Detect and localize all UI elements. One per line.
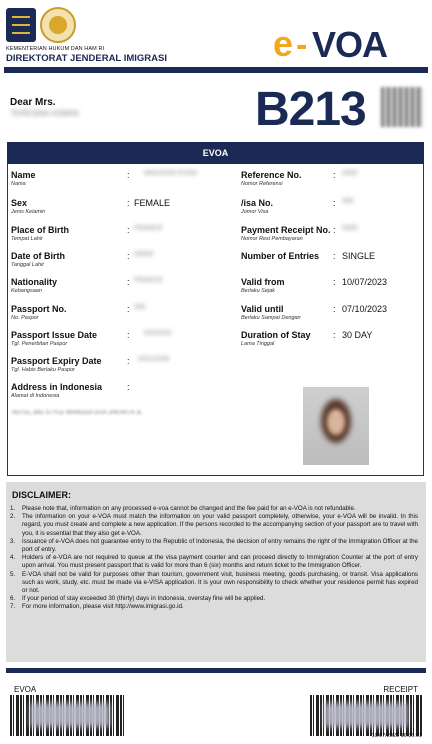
ministry-name: KEMENTERIAN HUKUM DAN HAM RI (6, 46, 105, 52)
field-passport-expiry-date-value: 0/01/2028 (138, 356, 170, 363)
field-passport-issue-date: Passport Issue Date Tgl. Penerbitan Paspor (11, 330, 98, 347)
field-sex-value: FEMALE (134, 198, 171, 208)
list-item: 6. If your period of stay exceeded 30 (thirty) days in Indonesia, overstay fine will be applied. (10, 595, 266, 603)
field-passport-issue-date-value: 0/0/2020 (144, 330, 172, 337)
disclaimer-list (10, 505, 418, 612)
svg-text:-: - (296, 26, 308, 64)
field-name-value: MADISON EVAN (144, 170, 198, 177)
field-address-value: HOTEL BIG STYLE MANGGA DUA JAKARTA JL (12, 410, 143, 416)
list-item: 5. E-VOA shall not be valid for purposes other than tourism, government visit, business meeting, goods purchasing, or transit. Visa applications such as work, study, etc. must be made via e-VISA application. It is your own responsibility to check whether your residence permit has expired or not. (10, 570, 418, 595)
recipient-name: TERESINA ASMINI (10, 109, 79, 118)
footer-receipt-label: RECEIPT (383, 685, 418, 694)
field-passport-no-value: 000 (134, 304, 146, 311)
list-item: 4. Holders of e-VOA are not required to queue at the visa payment counter and can proceed directly to Immigration Counter at the port of entry upon arrival. You must present passport that is valid for more than 6 (six) months and return ticket to the Immigration Officer. (10, 554, 418, 570)
list-item: 3. Issuance of e-VOA does not guarantee entry to the Republic of Indonesia, the decision of entry remains the right of the Immigration Officer at the port of entry. (10, 537, 418, 554)
evoa-logo-text: e (273, 23, 294, 64)
field-valid-from: Valid from Berlaku Sejak (241, 277, 285, 294)
svg-text:VOA: VOA (312, 24, 388, 64)
ministry-emblem-logo (6, 8, 36, 42)
field-visa-no: /isa No. Jomor Visa (241, 198, 274, 215)
field-payment-receipt-no: Payment Receipt No. Nomor Resi Pembayaran (241, 225, 331, 242)
directorate-name: DIREKTORAT JENDERAL IMIGRASI (6, 53, 167, 64)
qr-code (381, 87, 423, 127)
receipt-barcode (310, 695, 422, 736)
evoa-barcode (10, 695, 126, 736)
field-sex: Sex Jenis Kelamin (11, 198, 46, 215)
immigration-seal-logo (40, 7, 76, 43)
list-item: 1. Please note that, information on any processed e-voa cannot be changed and the fee paid for an e-VOA is not refundable. (10, 505, 356, 512)
field-nationality: Nationality Kebangsaan (11, 277, 58, 294)
field-valid-until-value: 07/10/2023 (342, 304, 388, 314)
field-date-of-birth: Date of Birth Tanggal Lahir (11, 251, 65, 268)
list-item: 2. The information on your e-VOA must match the information on your valid passport completely, otherwise, your e-VOA will be invalid. In this regard, you must create and complete a new application. If the persons recorded to the accompanying section of your passport are to travel with you, it is essential that they also get e-VOA. (10, 513, 418, 537)
field-valid-from-value: 10/07/2023 (342, 277, 388, 287)
field-duration-of-stay-value: 30 DAY (342, 330, 373, 340)
field-reference-no: Reference No. Nomor Referensi (241, 170, 302, 187)
header-divider (4, 67, 428, 73)
list-item: 7. For more information, please visit http://www.imigrasi.go.id. (10, 603, 184, 611)
disclaimer-title: DISCLAIMER: (12, 490, 71, 500)
field-nationality-value: FRANCE (134, 277, 163, 284)
footer-divider (6, 668, 426, 673)
field-date-of-birth-value: 00000 (134, 251, 154, 258)
field-name: Name Nama (11, 170, 36, 187)
field-number-of-entries: Number of Entries (241, 251, 320, 261)
field-passport-no: Passport No. No. Paspor (11, 304, 67, 321)
field-visa-no-value: 000 (342, 198, 354, 205)
timestamp: 10/07/2023 16:36:01 (371, 733, 422, 739)
card-title: EVOA (7, 142, 424, 164)
field-payment-receipt-no-value: 0000 (342, 225, 358, 232)
field-place-of-birth: Place of Birth Tempat Lahir (11, 225, 70, 242)
field-address-in-indonesia: Address in Indonesia Alamat di Indonesia (11, 382, 103, 399)
applicant-photo (303, 387, 369, 465)
field-place-of-birth-value: FRANCE (134, 225, 163, 232)
field-duration-of-stay: Duration of Stay Lama Tinggal (241, 330, 311, 347)
field-passport-expiry-date: Passport Expiry Date Tgl. Habis Berlaku Paspor (11, 356, 102, 373)
field-number-of-entries-value: SINGLE (342, 251, 376, 261)
reference-code: B213 (255, 83, 366, 136)
field-valid-until: Valid until Berlaku Sampai Dengan (241, 304, 301, 321)
salutation: Dear Mrs. (10, 97, 56, 108)
field-reference-no-value: 0000 (342, 170, 358, 177)
footer-evoa-label: EVOA (14, 685, 37, 694)
evoa-logo (272, 22, 418, 64)
